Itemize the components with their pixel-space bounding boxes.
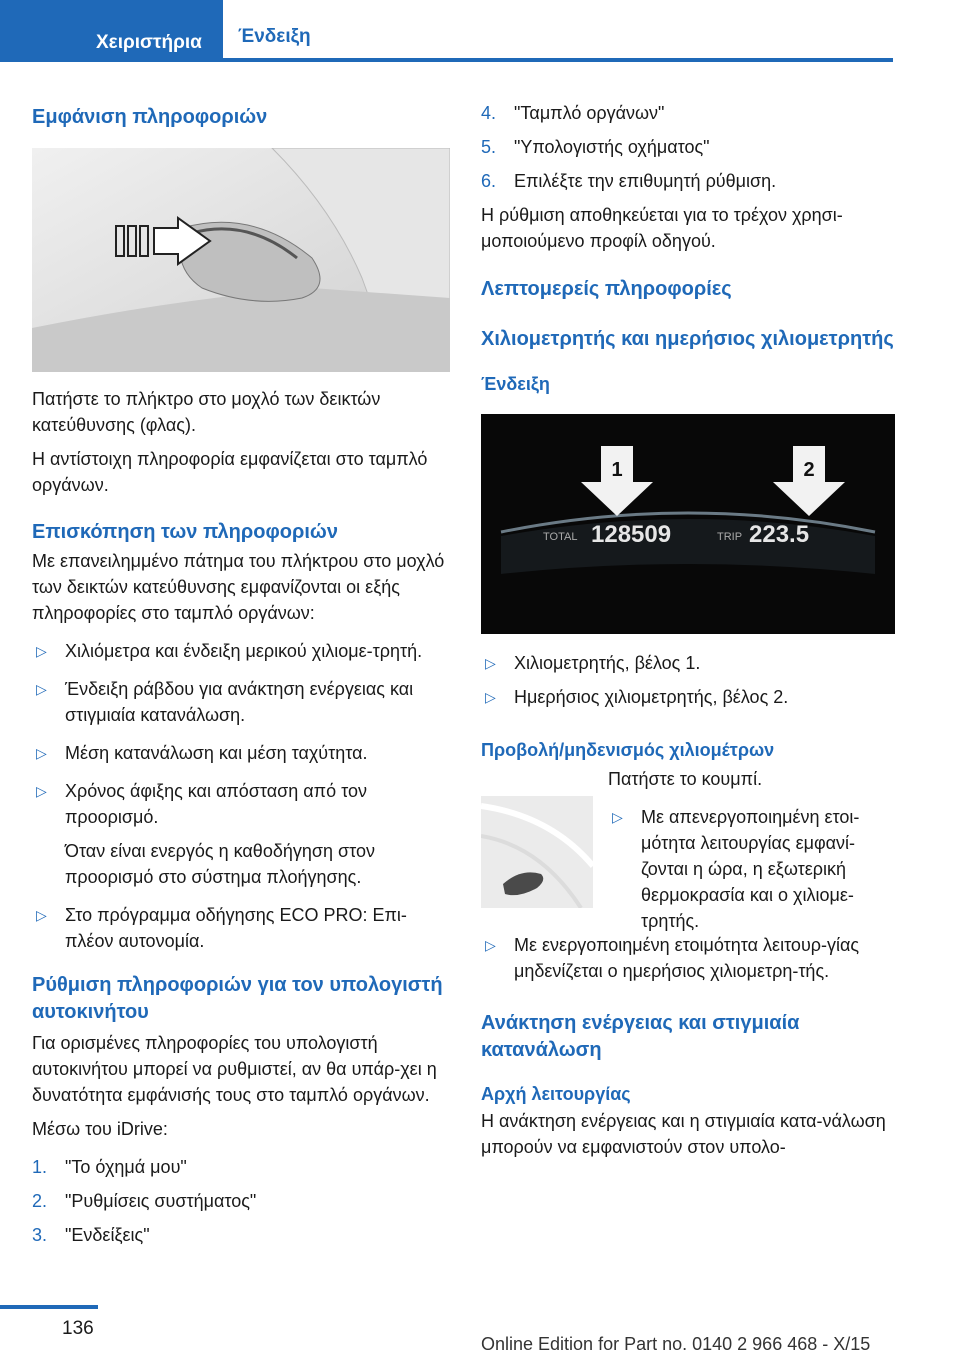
step-item: 3. "Ενδείξεις" <box>32 1225 150 1245</box>
list-item: ▷ Μέση κατανάλωση και μέση ταχύτητα. <box>32 740 450 766</box>
heading-settings: Ρύθμιση πληροφοριών για τον υπολογιστή αυτοκινήτου <box>32 974 443 1023</box>
cluster-illustration <box>481 414 895 634</box>
triangle-bullet-icon: ▷ <box>485 655 496 671</box>
arrow-2-label: 2 <box>803 459 815 481</box>
triangle-bullet-icon: ▷ <box>485 937 496 953</box>
heading-energy: Ανάκτηση ενέργειας και στιγμιαία κατανάλωση <box>481 1012 800 1061</box>
heading-overview: Επισκόπηση των πληροφοριών <box>32 521 338 543</box>
header-tab-display: Ένδειξη <box>238 26 311 47</box>
para-press-stalk: Πατήστε το πλήκτρο στο μοχλό των δεικτών κατεύθυνσης (φλας). <box>32 389 381 435</box>
triangle-bullet-icon: ▷ <box>612 809 623 825</box>
step-item: 2. "Ρυθμίσεις συστήματος" <box>32 1191 257 1211</box>
heading-details: Λεπτομερείς πληροφορίες <box>481 278 732 300</box>
list-item: ▷ Στο πρόγραμμα οδήγησης ECO PRO: Επι-πλέον αυτονομία. <box>32 902 450 954</box>
step-item: 4. "Ταμπλό οργάνων" <box>481 103 665 123</box>
list-item: ▷ Χιλιόμετρα και ένδειξη μερικού χιλιομε-τρητή. <box>32 638 450 664</box>
heading-odometer: Χιλιομετρητής και ημερήσιος χιλιομετρητής <box>481 328 894 350</box>
header-rule <box>0 58 893 62</box>
reset-block <box>481 766 895 936</box>
triangle-bullet-icon: ▷ <box>36 745 47 761</box>
step-item: 5. "Υπολογιστής οχήματος" <box>481 137 710 157</box>
stalk-drawing <box>32 148 450 372</box>
edition-footer: Online Edition for Part no. 0140 2 966 468 - X/15 <box>481 1334 871 1354</box>
triangle-bullet-icon: ▷ <box>36 783 47 799</box>
reset-button-illustration <box>481 796 593 908</box>
list-item: ▷ Με απενεργοποιημένη ετοι-μότητα λειτουργίας εμφανί-ζονται η ώρα, η εξωτερική θερμοκρασία και ο χιλιομε-τρητής. <box>608 804 895 934</box>
heading-principle: Αρχή λειτουργίας <box>481 1084 631 1104</box>
triangle-bullet-icon: ▷ <box>36 681 47 697</box>
total-label: TOTAL <box>543 531 578 543</box>
triangle-bullet-icon: ▷ <box>36 907 47 923</box>
stalk-illustration <box>32 148 450 372</box>
para-idrive: Μέσω του iDrive: <box>32 1119 168 1139</box>
heading-display: Ένδειξη <box>481 374 550 394</box>
heading-info-display: Εμφάνιση πληροφοριών <box>32 106 268 128</box>
right-column <box>481 100 895 1160</box>
header-tab-controls: Χειριστήρια <box>0 0 223 62</box>
list-item: ▷ Με ενεργοποιημένη ετοιμότητα λειτουρ-γίας μηδενίζεται ο ημερήσιος χιλιομετρη-τής. <box>481 932 895 984</box>
cluster-drawing <box>481 414 895 634</box>
total-value: 128509 <box>591 521 672 548</box>
footer-rule <box>0 1305 98 1309</box>
trip-value: 223.5 <box>749 521 810 548</box>
para-info-shown: Η αντίστοιχη πληροφορία εμφανίζεται στο ταμπλό οργάνων. <box>32 449 428 495</box>
reset-drawing <box>481 796 593 908</box>
para-press-button: Πατήστε το κουμπί. <box>608 769 763 789</box>
page-number: 136 <box>62 1318 94 1339</box>
para-overview: Με επανειλημμένο πάτημα του πλήκτρου στο μοχλό των δεικτών κατεύθυνσης εμφανίζονται οι εξής πληροφορίες στο ταμπλό οργάνων: <box>32 551 445 623</box>
heading-reset: Προβολή/μηδενισμός χιλιομέτρων <box>481 740 775 760</box>
para-settings: Για ορισμένες πληροφορίες του υπολογιστή αυτοκινήτου μπορεί να ρυθμιστεί, αν θα υπάρ-χει η δυνατότητα εμφάνισής τους στο ταμπλό οργάνων. <box>32 1033 437 1105</box>
step-item: 6. Επιλέξτε την επιθυμητή ρύθμιση. <box>481 171 777 191</box>
list-item: ▷ Χρόνος άφιξης και απόσταση από τον προορισμό. <box>32 778 450 830</box>
triangle-bullet-icon: ▷ <box>36 643 47 659</box>
triangle-bullet-icon: ▷ <box>485 689 496 705</box>
trip-label: TRIP <box>717 531 743 543</box>
left-column <box>32 100 450 1248</box>
list-item: ▷ Χιλιομετρητής, βέλος 1. <box>481 650 895 676</box>
list-item: ▷ Ένδειξη ράβδου για ανάκτηση ενέργειας και στιγμιαία κατανάλωση. <box>32 676 450 728</box>
step-item: 1. "Το όχημά μου" <box>32 1157 187 1177</box>
arrow-1-label: 1 <box>611 459 623 481</box>
list-item-note: Όταν είναι ενεργός η καθοδήγηση στον προορισμό στο σύστημα πλοήγησης. <box>65 841 375 887</box>
para-saved: Η ρύθμιση αποθηκεύεται για το τρέχον χρησι-μοποιούμενο προφίλ οδηγού. <box>481 205 843 251</box>
para-principle: Η ανάκτηση ενέργειας και η στιγμιαία κατα-νάλωση μπορούν να εμφανιστούν στον υπολο- <box>481 1111 886 1157</box>
list-item: ▷ Ημερήσιος χιλιομετρητής, βέλος 2. <box>481 684 895 710</box>
